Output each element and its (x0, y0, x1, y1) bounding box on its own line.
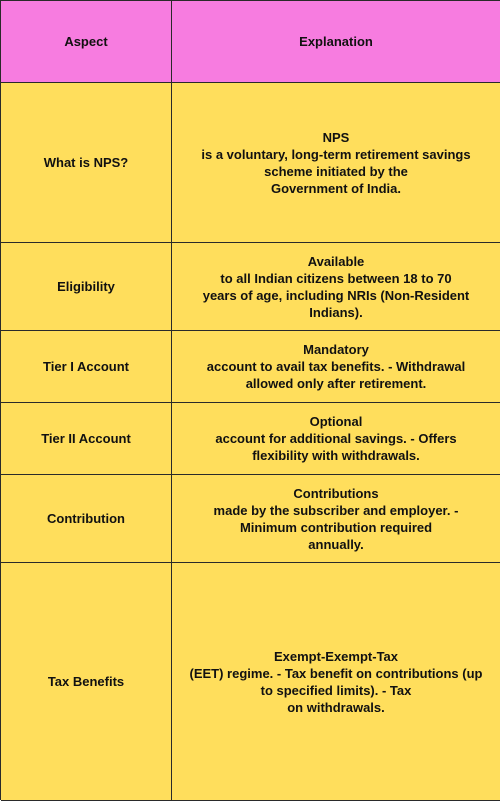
explanation-tier-1-account: Mandatory account to avail tax benefits. - Withdrawal allowed only after retirement. (172, 331, 500, 403)
explanation-contribution: Contributions made by the subscriber and employer. - Minimum contribution required annually. (172, 475, 500, 563)
header-explanation: Explanation (172, 1, 500, 83)
aspect-tier-2-account: Tier II Account (1, 403, 172, 475)
explanation-what-is-nps: NPS is a voluntary, long-term retirement savings scheme initiated by the Government of India. (172, 83, 500, 243)
aspect-contribution: Contribution (1, 475, 172, 563)
header-aspect: Aspect (1, 1, 172, 83)
aspect-eligibility: Eligibility (1, 243, 172, 331)
aspect-tax-benefits: Tax Benefits (1, 563, 172, 801)
aspect-tier-1-account: Tier I Account (1, 331, 172, 403)
explanation-eligibility: Available to all Indian citizens between 18 to 70 years of age, including NRIs (Non-Resident Indians). (172, 243, 500, 331)
explanation-tax-benefits: Exempt-Exempt-Tax (EET) regime. - Tax benefit on contributions (up to specified limits). - Tax on withdrawals. (172, 563, 500, 801)
aspect-what-is-nps: What is NPS? (1, 83, 172, 243)
explanation-tier-2-account: Optional account for additional savings. - Offers flexibility with withdrawals. (172, 403, 500, 475)
